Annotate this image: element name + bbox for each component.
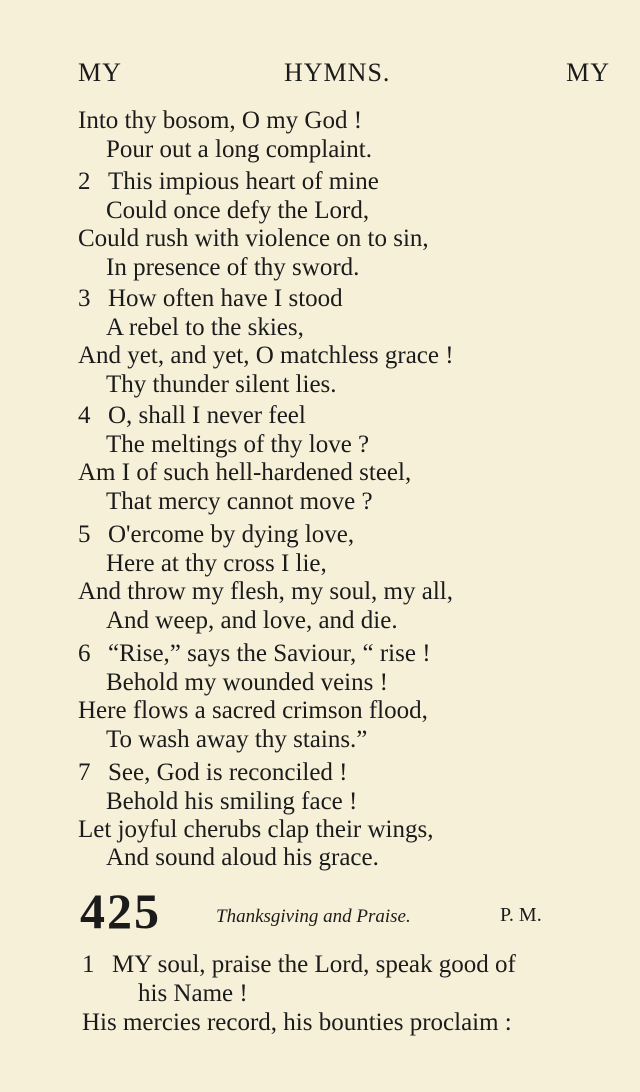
running-header	[78, 58, 610, 92]
stanza-number: 6	[78, 640, 91, 667]
verse-line: Behold his smiling face !	[106, 788, 358, 815]
verse-line: Am I of such hell-hardened steel,	[78, 459, 412, 486]
stanza-number: 2	[78, 168, 91, 195]
stanza-7-line-1: 7 See, God is reconciled !	[78, 759, 348, 786]
verse-line: Behold my wounded veins !	[106, 669, 388, 696]
verse-line: Could rush with violence on to sin,	[78, 225, 429, 252]
verse-line: And throw my flesh, my soul, my all,	[78, 578, 453, 605]
verse-line: Into thy bosom, O my God !	[78, 107, 363, 134]
stanza-5-line-1: 5 O'ercome by dying love,	[78, 521, 355, 548]
verse-line: A rebel to the skies,	[106, 314, 304, 341]
hymn-number: 425	[80, 883, 161, 939]
verse-line: To wash away thy stains.”	[106, 726, 368, 753]
verse-line: And weep, and love, and die.	[106, 607, 398, 634]
verse-line: his Name !	[138, 980, 248, 1007]
verse-line: Here flows a sacred crimson flood,	[78, 697, 428, 724]
stanza-number: 4	[78, 402, 91, 429]
next-stanza-line-1: 1 MY soul, praise the Lord, speak good of	[82, 951, 516, 978]
stanza-number: 7	[78, 759, 91, 786]
stanza-2-line-1: 2 This impious heart of mine	[78, 168, 379, 195]
verse-line: Could once defy the Lord,	[106, 197, 370, 224]
verse-line: And yet, and yet, O matchless grace !	[78, 342, 454, 369]
stanza-4-line-1: 4 O, shall I never feel	[78, 402, 306, 429]
header-left: MY	[78, 58, 122, 87]
verse-line: The meltings of thy love ?	[106, 431, 370, 458]
verse-line: Thy thunder silent lies.	[106, 371, 337, 398]
verse-line: That mercy cannot move ?	[106, 488, 373, 515]
header-center: HYMNS.	[284, 58, 391, 87]
hymn-meter: P. M.	[500, 904, 542, 926]
verse-line: Pour out a long complaint.	[106, 136, 372, 163]
stanza-number: 3	[78, 285, 91, 312]
stanza-6-line-1: 6 “Rise,” says the Saviour, “ rise !	[78, 640, 431, 667]
stanza-number: 1	[82, 951, 95, 978]
verse-line: In presence of thy sword.	[106, 254, 360, 281]
hymn-title: Thanksgiving and Praise.	[216, 906, 411, 927]
verse-line: His mercies record, his bounties proclaim :	[82, 1009, 512, 1036]
verse-line: Here at thy cross I lie,	[106, 550, 327, 577]
verse-line: Let joyful cherubs clap their wings,	[78, 816, 434, 843]
header-right: MY	[566, 58, 610, 87]
verse-line: And sound aloud his grace.	[106, 844, 379, 871]
stanza-number: 5	[78, 521, 91, 548]
stanza-3-line-1: 3 How often have I stood	[78, 285, 343, 312]
